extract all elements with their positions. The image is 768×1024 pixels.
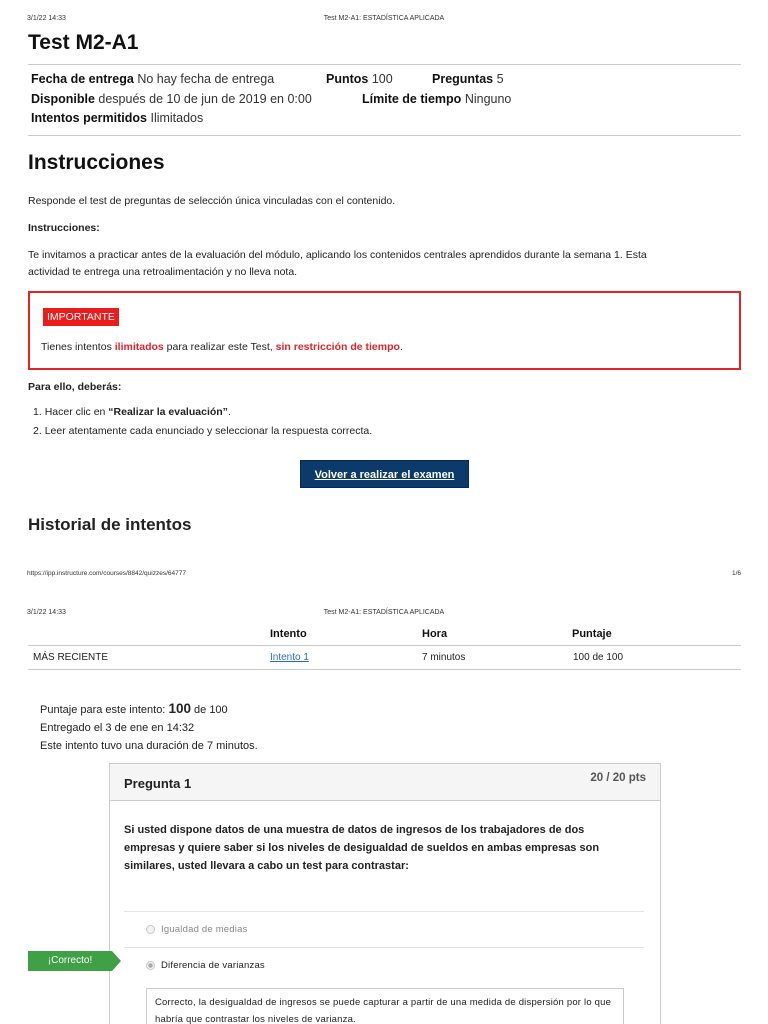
step-item-1 <box>33 406 231 418</box>
divider <box>28 135 741 136</box>
history-heading: Historial de intentos <box>28 515 192 534</box>
question-header <box>110 764 660 801</box>
important-text <box>41 341 403 353</box>
instructions-body-line2: actividad te entrega una retroalimentación y no lleva nota. <box>28 266 298 278</box>
important-unlimited: ilimitados <box>114 341 164 353</box>
retake-quiz-button[interactable]: Volver a realizar el examen <box>300 460 469 488</box>
steps-heading-text: Para ello, deberás: <box>28 381 122 393</box>
step-number: 1. <box>33 406 42 418</box>
attempt-score-pre: Puntaje para este intento: <box>40 704 169 716</box>
instructions-intro: Responde el test de preguntas de selección única vinculadas con el contenido. <box>28 195 396 207</box>
attempt-duration: Este intento tuvo una duración de 7 minutos. <box>40 740 258 752</box>
footer-page-number: 1/6 <box>731 570 741 577</box>
step-1-pre: Hacer clic en <box>44 406 109 418</box>
table-divider <box>28 645 741 646</box>
option-radio-selected[interactable] <box>146 961 155 970</box>
detail-points-value: 100 <box>371 72 393 86</box>
option-2-label: Diferencia de varianzas <box>161 960 265 971</box>
detail-time-limit <box>362 92 511 106</box>
question-points: 20 / 20 pts <box>590 772 646 784</box>
attempt-submitted: Entregado el 3 de ene en 14:32 <box>40 722 195 734</box>
attempt-score-value: 100 <box>168 701 191 716</box>
important-no-time: sin restricción de tiempo <box>275 341 400 353</box>
answer-divider <box>124 947 644 948</box>
detail-available-value: después de 10 de jun de 2019 en 0:00 <box>98 92 312 106</box>
step-item-2 <box>33 425 372 437</box>
attempt-score-post: de 100 <box>190 704 228 716</box>
detail-time-limit-value: Ninguno <box>464 92 512 106</box>
history-col-time: Hora <box>422 628 448 640</box>
detail-questions <box>432 72 504 86</box>
important-box <box>28 291 741 370</box>
footer-url: https://ipp.instructure.com/courses/8842/quizzes/64777 <box>27 570 186 577</box>
question-text: Si usted dispone datos de una muestra de datos de ingresos de los trabajadores de dos empresas y quiere saber si los niveles de desigualdad de sueldos en ambas empresas son similares, usted llevara a cabo un test para contrastar: <box>124 824 600 872</box>
instructions-subheading-text: Instrucciones: <box>28 222 100 234</box>
correct-answer-label: ¡Correcto! <box>28 951 112 971</box>
detail-questions-label: Preguntas <box>432 72 494 86</box>
step-1-bold: “Realizar la evaluación” <box>108 406 228 418</box>
important-mid: para realizar este Test, <box>163 341 276 353</box>
detail-points-label: Puntos <box>326 72 369 86</box>
detail-available <box>31 92 312 106</box>
tag-arrow-icon <box>112 951 121 971</box>
print-date: 3/1/22 14:33 <box>27 609 66 616</box>
detail-due-label: Fecha de entrega <box>31 72 134 86</box>
detail-available-label: Disponible <box>31 92 95 106</box>
important-badge: IMPORTANTE <box>43 308 119 326</box>
print-title: Test M2-A1: ESTADÍSTICA APLICADA <box>323 15 445 22</box>
instructions-body <box>28 247 647 281</box>
instructions-heading: Instrucciones <box>28 151 165 174</box>
option-1-label: Igualdad de medias <box>161 924 248 935</box>
important-pre: Tienes intentos <box>41 341 115 353</box>
detail-attempts <box>31 111 203 125</box>
question-title: Pregunta 1 <box>124 776 192 791</box>
print-title: Test M2-A1: ESTADÍSTICA APLICADA <box>323 609 445 616</box>
detail-questions-value: 5 <box>496 72 504 86</box>
step-number: 2. <box>33 425 42 437</box>
attempt-1-link[interactable]: Intento 1 <box>270 652 309 663</box>
answer-divider <box>124 911 644 912</box>
important-end: . <box>399 341 403 353</box>
detail-due-value: No hay fecha de entrega <box>137 72 275 86</box>
history-col-attempt: Intento <box>270 628 307 640</box>
step-1-end: . <box>227 406 231 418</box>
steps-heading <box>28 379 121 396</box>
history-col-score: Puntaje <box>572 628 612 640</box>
instructions-body-line1: Te invitamos a practicar antes de la evaluación del módulo, aplicando los contenidos centrales aprendidos durante la semana 1. Esta <box>28 249 647 261</box>
history-row-time: 7 minutos <box>422 652 466 663</box>
question-card <box>109 763 661 1024</box>
history-row-score: 100 de 100 <box>573 652 624 663</box>
attempt-summary <box>40 700 258 755</box>
history-row-label: MÁS RECIENTE <box>33 652 109 663</box>
step-2-text: Leer atentamente cada enunciado y seleccionar la respuesta correcta. <box>44 425 373 437</box>
table-divider <box>28 669 741 670</box>
detail-due <box>31 72 274 86</box>
print-date: 3/1/22 14:33 <box>27 15 66 22</box>
correct-answer-tag <box>28 951 122 971</box>
detail-attempts-label: Intentos permitidos <box>31 111 147 125</box>
detail-attempts-value: Ilimitados <box>150 111 204 125</box>
instructions-subheading <box>28 220 100 237</box>
answer-feedback: Correcto, la desigualdad de ingresos se puede capturar a partir de una medida de dispersión por lo que habría que contrastar los niveles de varianza. <box>146 988 624 1024</box>
option-radio-unselected[interactable] <box>146 925 155 934</box>
page-title: Test M2-A1 <box>28 31 139 54</box>
detail-time-limit-label: Límite de tiempo <box>362 92 462 106</box>
attempt-score <box>40 700 258 719</box>
divider <box>28 64 741 65</box>
detail-points <box>326 72 393 86</box>
